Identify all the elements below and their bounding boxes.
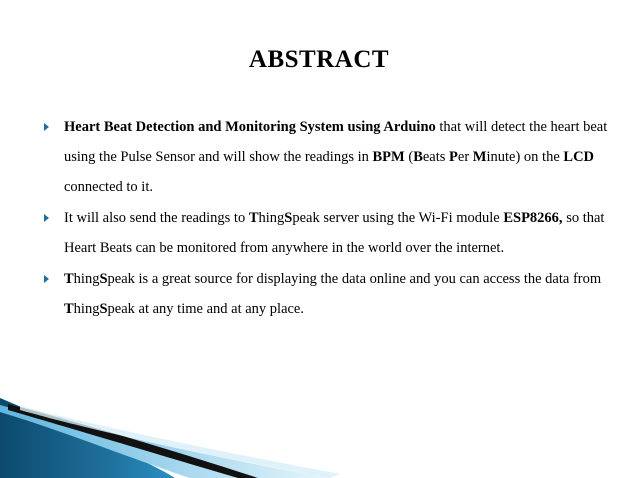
bold-text-segment: LCD (563, 149, 595, 165)
text-segment: hing (73, 271, 100, 287)
text-segment: hing (258, 210, 285, 226)
bullet-arrow-icon (44, 123, 49, 131)
bullet-item (44, 264, 612, 324)
bold-text-segment: Heart Beat Detection and Monitoring System using Arduino (64, 119, 436, 135)
bold-text-segment: B (413, 149, 423, 165)
text-segment: so that Heart Beats can be monitored from anywhere in the world over the internet. (64, 210, 605, 256)
bold-text-segment: T (248, 210, 259, 226)
bold-text-segment: P (449, 149, 458, 165)
bold-text-segment: T (64, 301, 74, 317)
text-segment: eats (422, 149, 450, 165)
bullet-item (44, 112, 612, 202)
text-segment: that will detect the heart beat using the Pulse Sensor and will show the readings in (64, 119, 608, 165)
bold-text-segment: S (284, 210, 293, 226)
swoosh-light-band (0, 405, 330, 478)
text-segment: peak server using the Wi-Fi module (292, 210, 504, 226)
bullet-arrow-icon (44, 214, 49, 222)
bullet-text (64, 119, 607, 195)
bold-text-segment: BPM (372, 149, 405, 165)
bold-text-segment: T (64, 271, 74, 287)
bold-text-segment: M (472, 149, 487, 165)
swoosh-black-stripe (8, 404, 258, 478)
bullet-item (44, 203, 612, 263)
bold-text-segment: S (99, 271, 108, 287)
text-segment: er (457, 149, 473, 165)
bold-text-segment: S (99, 301, 108, 317)
swoosh-highlight-stripe (20, 406, 340, 478)
bold-text-segment: ESP8266, (503, 210, 563, 226)
text-segment: ( (404, 149, 414, 165)
bullet-arrow-icon (44, 275, 49, 283)
bullet-list (44, 112, 612, 325)
bullet-text (64, 271, 601, 317)
text-segment: peak at any time and at any place. (107, 301, 304, 317)
slide-title: ABSTRACT (248, 46, 390, 73)
text-segment: connected to it. (64, 179, 153, 195)
text-segment: It will also send the readings to (64, 210, 249, 226)
text-segment: inute) on the (486, 149, 564, 165)
bullet-text (64, 210, 604, 256)
text-segment: peak is a great source for displaying the data online and you can access the data from (107, 271, 602, 287)
text-segment: hing (73, 301, 100, 317)
swoosh-dark-band (0, 398, 175, 478)
